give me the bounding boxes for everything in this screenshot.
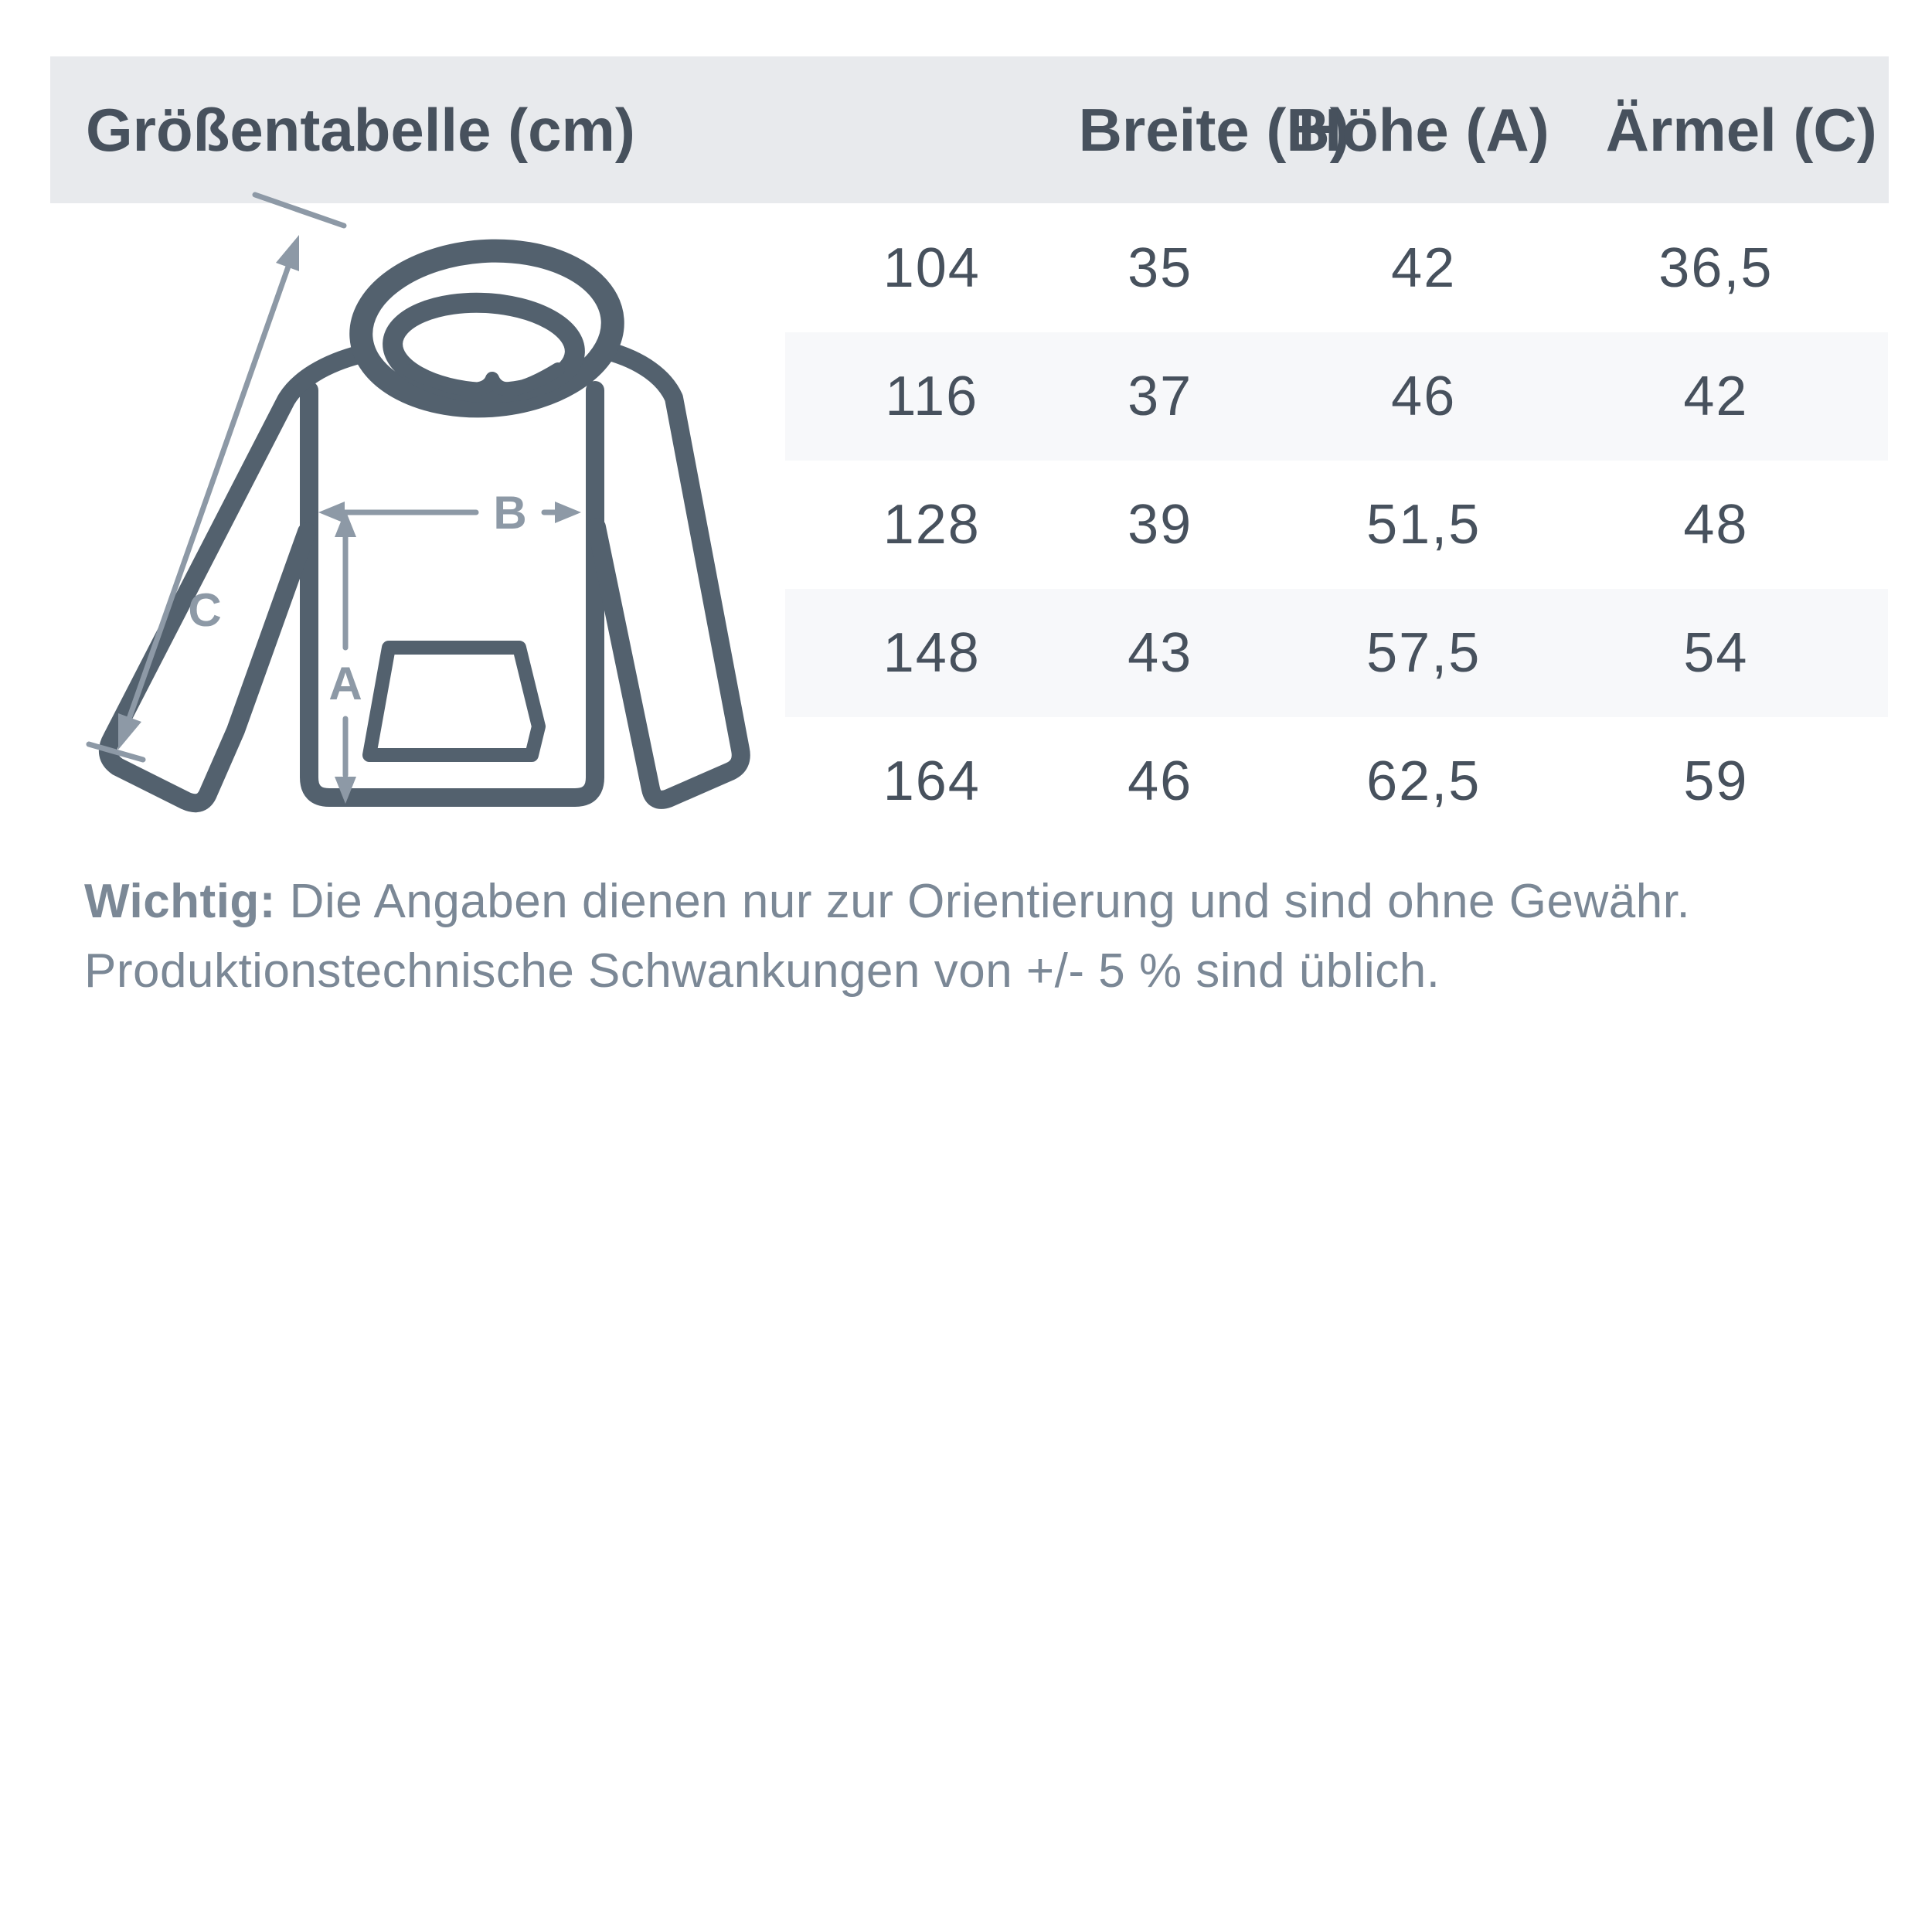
column-header-breite: Breite (B) [1078, 96, 1350, 164]
table-row [785, 717, 1888, 845]
table-row [785, 204, 1888, 332]
size-value: 116 [885, 366, 979, 427]
hoehe-value: 42 [1391, 237, 1457, 299]
aermel-value: 54 [1683, 622, 1749, 684]
table-row [785, 461, 1888, 589]
hoodie-pocket [369, 648, 539, 755]
breite-value: 35 [1128, 237, 1193, 299]
label-a: A [328, 658, 362, 709]
table-row [785, 589, 1888, 717]
breite-value: 37 [1128, 366, 1193, 427]
hoehe-value: 46 [1391, 366, 1457, 427]
aermel-value: 48 [1683, 494, 1749, 556]
hoehe-value: 62,5 [1366, 750, 1481, 812]
hoehe-value: 51,5 [1366, 494, 1481, 556]
hoodie-hood [355, 243, 617, 414]
hoodie-right-sleeve [597, 351, 741, 800]
size-table-body [785, 204, 1888, 845]
size-value: 128 [883, 494, 981, 556]
breite-value: 39 [1128, 494, 1193, 556]
hoodie-diagram [46, 185, 781, 850]
note-label: Wichtig: [84, 875, 276, 928]
breite-value: 46 [1128, 750, 1193, 812]
hoodie-body [309, 390, 595, 798]
label-c: C [188, 584, 222, 636]
measure-arrow-b [318, 487, 581, 539]
table-row [785, 332, 1888, 461]
breite-value: 43 [1128, 622, 1193, 684]
column-headers [785, 56, 1888, 203]
note-line1: Die Angaben dienen nur zur Orientierung und sind ohne Gewähr. [275, 875, 1691, 928]
aermel-value: 36,5 [1658, 237, 1774, 299]
measure-arrow-a [328, 510, 362, 804]
column-header-size [785, 56, 1079, 203]
aermel-value: 42 [1683, 366, 1749, 427]
aermel-value: 59 [1683, 750, 1749, 812]
size-value: 104 [883, 237, 981, 299]
note-line2: Produktionstechnische Schwankungen von +/- 5 % sind üblich. [84, 944, 1440, 998]
table-header [50, 56, 1889, 203]
column-header-aermel: Ärmel (C) [1605, 96, 1877, 164]
size-value: 148 [883, 622, 981, 684]
page-title: Größentabelle (cm) [86, 96, 635, 164]
hoehe-value: 57,5 [1366, 622, 1481, 684]
size-value: 164 [883, 750, 981, 812]
important-note [84, 867, 1869, 1006]
label-b: B [493, 487, 527, 539]
column-header-hoehe: Höhe (A) [1298, 96, 1549, 164]
